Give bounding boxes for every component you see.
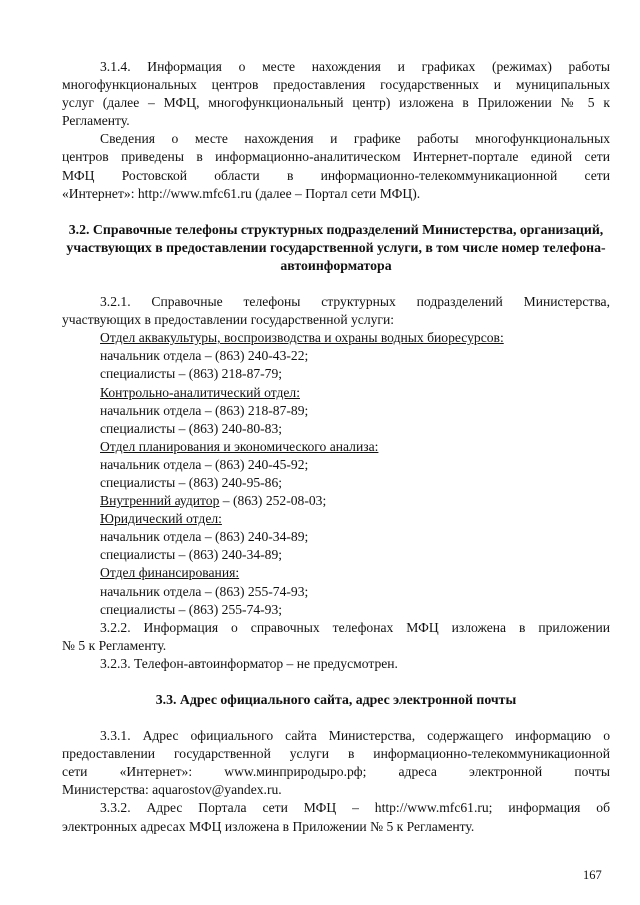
department-name: Отдел финансирования: (100, 565, 240, 581)
paragraph-3-2-1 (62, 293, 610, 329)
phone-entry: специалисты – (863) 240-95-86; (100, 474, 283, 490)
department-name: Юридический отдел: (100, 511, 222, 527)
paragraph-3-3-2 (62, 799, 610, 835)
auditor-entry (100, 492, 610, 510)
phone-entry: начальник отдела – (863) 240-34-89; (100, 529, 309, 545)
phone-entry: специалисты – (863) 255-74-93; (100, 601, 283, 617)
section-heading-3-2: 3.2. Справочные телефоны структурных подразделений Министерства, организаций, участвующих в предоставлении государственной услуги, в том числе номер телефона-автоинформатора (66, 221, 606, 273)
paragraph-3-1-4 (62, 58, 610, 130)
text-line: «Интернет»: http://www.mfc61.ru (далее – Портал сети МФЦ). (62, 185, 421, 201)
text-line: услуг (далее – МФЦ, многофункциональный центр) изложена в Приложении № 5 к (62, 95, 610, 111)
text-line: сети «Интернет»: www.минприродыро.рф; адреса электронной почты (62, 764, 610, 780)
text-line: 3.2.1. Справочные телефоны структурных подразделений Министерства, (100, 294, 610, 310)
auditor-phone: – (863) 252-08-03; (219, 493, 327, 509)
text-line: 3.2.2. Информация о справочных телефонах МФЦ изложена в приложении (100, 619, 610, 635)
text-line: многофункциональных центров предоставления государственных и муниципальных (62, 77, 610, 93)
text-line: 3.1.4. Информация о месте нахождения и графиках (режимах) работы (100, 59, 610, 74)
page-number: 167 (583, 868, 602, 882)
text-line: Сведения о месте нахождения и графике работы многофункциональных (100, 131, 610, 147)
phone-directory (62, 329, 610, 619)
text-line: участвующих в предоставлении государственной услуги: (62, 312, 395, 328)
text-line: электронных адресах МФЦ изложена в Приложении № 5 к Регламенту. (62, 818, 475, 834)
phone-entry: начальник отдела – (863) 240-43-22; (100, 348, 309, 364)
phone-entry: начальник отдела – (863) 255-74-93; (100, 583, 309, 599)
text-line: предоставлении государственной услуги в информационно-телекоммуникационной (62, 746, 610, 762)
phone-entry: специалисты – (863) 240-34-89; (100, 547, 283, 563)
text-line: 3.3.1. Адрес официального сайта Министерства, содержащего информацию о (100, 728, 610, 744)
text-line: центров приведены в информационно-аналитическом Интернет-портале единой сети (62, 149, 610, 165)
paragraph-3-2-3: 3.2.3. Телефон-автоинформатор – не предусмотрен. (100, 655, 398, 671)
text-line: 3.3.2. Адрес Портала сети МФЦ – http://www.mfc61.ru; информация об (100, 800, 610, 816)
paragraph-mfc-info (62, 130, 610, 202)
paragraph-3-3-1 (62, 727, 610, 799)
phone-entry: начальник отдела – (863) 218-87-89; (100, 402, 309, 418)
paragraph-3-2-2 (62, 619, 610, 655)
text-line: Регламенту. (62, 113, 130, 129)
phone-entry: специалисты – (863) 240-80-83; (100, 420, 283, 436)
department-name: Отдел планирования и экономического анализа: (100, 438, 379, 454)
document-page (62, 58, 610, 836)
department-name: Контрольно-аналитический отдел: (100, 384, 300, 400)
text-line: Министерства: aquarostov@yandex.ru. (62, 782, 282, 798)
department-name: Отдел аквакультуры, воспроизводства и охраны водных биоресурсов: (100, 330, 504, 346)
phone-entry: начальник отдела – (863) 240-45-92; (100, 456, 309, 472)
text-line: МФЦ Ростовской области в информационно-телекоммуникационной сети (62, 167, 610, 183)
section-heading-3-3: 3.3. Адрес официального сайта, адрес электронной почты (155, 692, 517, 707)
phone-entry: специалисты – (863) 218-87-79; (100, 366, 283, 382)
auditor-label: Внутренний аудитор (100, 493, 220, 509)
text-line: № 5 к Регламенту. (62, 637, 167, 653)
